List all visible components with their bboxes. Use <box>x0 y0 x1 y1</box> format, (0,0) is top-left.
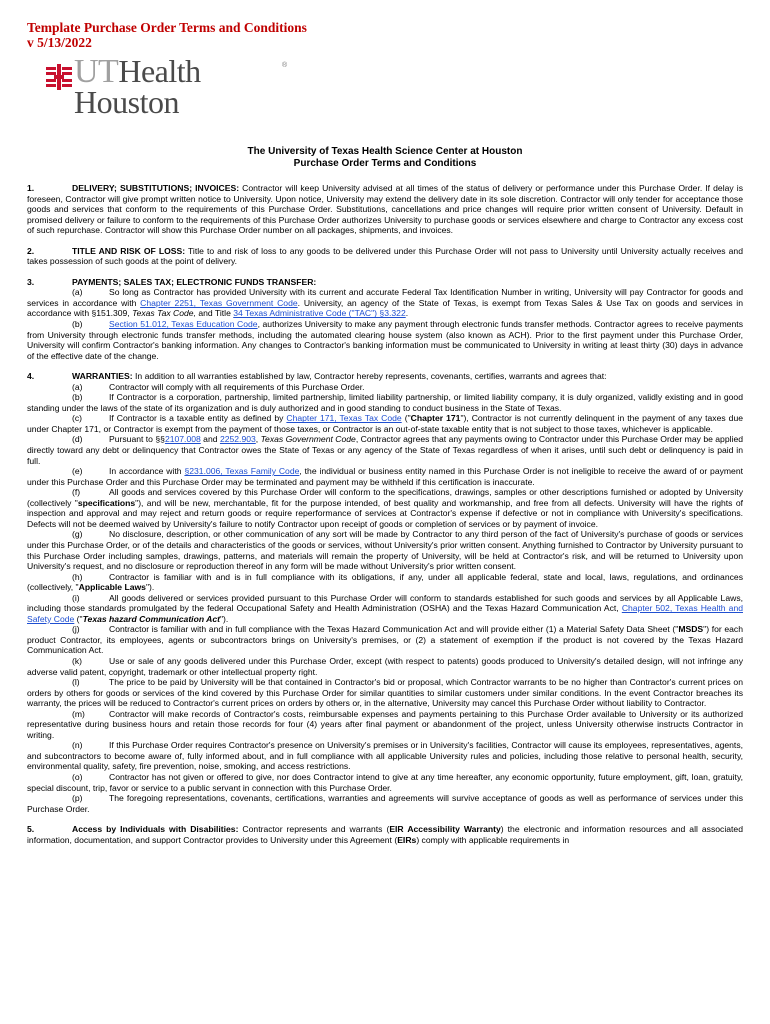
subsection-label: (j) <box>72 624 80 635</box>
subsection-4a <box>27 382 743 393</box>
link-chapter-2251[interactable]: Chapter 2251, Texas Government Code <box>140 297 298 308</box>
logo-city: Houston <box>74 84 179 120</box>
subsection-4h <box>27 572 743 593</box>
subsection-text: Use or sale of any goods delivered under this Purchase Order, except (with respect to patents) goods produced to University's detailed design, will not infringe any adverse valid patent, copyright, trademark or other intellectual property right. <box>27 655 743 677</box>
logo-ut: UT <box>74 53 119 90</box>
subsection-text: All goods delivered or services provided pursuant to this Purchase Order will conform to standards established for such goods and services by all Applicable Laws, including those standards promulgated by the federal Occupational Safety and Health Administration (OSHA) and the Texas Hazard Communication Act, <box>27 592 743 614</box>
subsection-text: , authorizes University to make any payment through electronic funds transfer methods. Contractor agrees to receive payments from University through electronic funds transfer methods, including the automated clearing house system (also known as ACH). Prior to the first payment under this Purchase Order, University will confirm Contractor's banking information. Any changes to Contractor's banking information must be communicated to University in writing at least thirty (30) days in advance of the effective date of the change. <box>27 319 743 361</box>
subsection-4d <box>27 434 743 466</box>
section-text: In addition to all warranties established by law, Contractor hereby represents, covenants, certifies, warrants and agrees that: <box>132 371 607 382</box>
subsection-text: (" <box>401 413 411 424</box>
subsection-text: Contractor has not given or offered to give, nor does Contractor intend to give at any time hereafter, any economic opportunity, future employment, gift, loan, gratuity, special discount, trip, favor or service to a public servant in connection with this Purchase Order. <box>27 771 743 793</box>
section-heading: TITLE AND RISK OF LOSS: <box>72 245 186 256</box>
subsection-4i <box>27 593 743 625</box>
defined-term: specifications <box>77 497 136 508</box>
subsection-4g <box>27 529 743 571</box>
subsection-text: "), and will be new, merchantable, fit for the purpose intended, of best quality and workmanship, and free from all defects. University will have the rights of inspection and approval and may reject and return goods or require reperformance of services at Contractor's expense if defective or not in compliance with University's specifications. Defects will not be deemed waived by University's failure to notify Contractor upon receipt of goods or completion of services or by payment of invoice. <box>27 497 743 529</box>
subsection-text: ") for each product Contractor, its employees, agents or subcontractors brings on University's premises, or (2) a statement of exemption if the product is not covered by the Texas Hazard Communication Act. <box>27 624 743 656</box>
subsection-4n <box>27 740 743 772</box>
header-title: Template Purchase Order Terms and Conditions <box>27 20 307 35</box>
section-heading: PAYMENTS; SALES TAX; ELECTRONIC FUNDS TRANSFER: <box>72 276 317 287</box>
defined-term: MSDS <box>678 624 704 635</box>
subsection-3a <box>27 287 743 319</box>
section-text: ) comply with applicable requirements in <box>416 834 570 845</box>
subsection-label: (n) <box>72 740 83 751</box>
subsection-label: (i) <box>72 592 80 603</box>
subsection-text: Contractor is familiar with and in full compliance with the Texas Hazard Communication Act and will provide either (1) a Material Safety Data Sheet (" <box>109 624 679 635</box>
logo-health: Health <box>118 53 201 89</box>
section-number: 5. <box>27 824 35 835</box>
defined-term: EIRs <box>397 834 417 845</box>
subsection-text: , the individual or business entity named in this Purchase Order is not ineligible to receive the award of or payment under this Purchase Order and this Purchase Order may be terminated and payment may be withheld if this certification is inaccurate. <box>27 466 743 487</box>
subsection-4b <box>27 392 743 413</box>
document-title <box>0 146 770 170</box>
defined-term: Texas hazard Communication Act <box>82 613 220 624</box>
logo-wordmark <box>74 53 201 120</box>
subsection-3b <box>27 319 743 361</box>
section-number: 4. <box>27 371 35 382</box>
subsection-text: If Contractor is a corporation, partnership, limited partnership, limited liability partnership, or limited liability company, it is duly organized, validly existing and in good standing under the laws of the state of its organization and is duly authorized and in good standing to conduct business in the State of Texas. <box>27 392 743 413</box>
subsection-text: All goods and services covered by this Purchase Order will conform to the specifications, drawings, samples or other descriptions furnished or adopted by University (collectively " <box>27 487 743 508</box>
section-text: ) the electronic and information resources and all associated information, documentation, and support Contractor provides to University under this Agreement ( <box>27 824 743 845</box>
subsection-text: No disclosure, description, or other communication of any sort will be made by Contractor to any third person of the fact of University's purchase of goods or services under this Purchase Order, or of the details and characteristics of the goods or services, without University's prior written consent. Anything furnished to Contractor by University pursuant to this Purchase Order including samples, drawings, patterns, and materials will remain the property of University, will be held at Contractor's risk, and will be returned to University upon University's request, and no disclosure or reproduction thereof in any form will be made without University's prior written consent. <box>27 529 743 572</box>
subsection-text: The foregoing representations, covenants, certifications, warranties and agreements will survive acceptance of goods as well as performance of services under this Purchase Order. <box>27 793 743 814</box>
subsection-text: , <box>255 434 261 445</box>
subsection-label: (b) <box>72 319 83 330</box>
subsection-text: (" <box>74 613 83 624</box>
subsection-text: If this Purchase Order requires Contractor's presence on University's premises or in University's facilities, Contractor will cause its employees, representatives, agents, and subcontractors to become aware of, fully informed about, and in full compliance with all applicable University rules and policies, including those relative to personal health, security, environmental quality, safety, fire prevention, noise, smoking, and access restrictions. <box>27 740 743 772</box>
section-text: Title to and risk of loss to any goods to be delivered under this Purchase Order will not pass to University until University actually receives and takes possession of such goods at the point of delivery. <box>27 245 743 267</box>
subsection-text-italic: Texas Government Code <box>260 434 356 445</box>
subsection-4c <box>27 413 743 434</box>
subsection-label: (k) <box>72 655 83 666</box>
defined-term: EIR Accessibility Warranty <box>389 824 501 835</box>
subsection-text: and Title <box>195 308 234 319</box>
subsection-text: In accordance with <box>109 466 185 477</box>
subsection-text-italic: Texas Tax Code, <box>132 308 196 319</box>
subsection-4e <box>27 466 743 487</box>
subsection-text: If Contractor is a taxable entity as defined by <box>109 413 287 424</box>
link-231006[interactable]: §231.006, Texas Family Code <box>184 466 300 477</box>
section-1 <box>27 183 743 236</box>
subsection-text: Pursuant to §§ <box>109 434 165 445</box>
subsection-4p <box>27 793 743 814</box>
subsection-text: "), Contractor is not currently delinquent in the payment of any taxes due under Chapter 171, or Contractor is exempt from the payment of those taxes, or Contractor is an out-of-state taxable entity that is not subject to those taxes, whichever is applicable. <box>27 413 744 434</box>
subsection-4f <box>27 487 743 529</box>
subsection-label: (l) <box>72 677 80 688</box>
subsection-4o <box>27 772 743 793</box>
subsection-label: (a) <box>72 287 83 298</box>
subsection-label: (c) <box>72 413 83 424</box>
title-institution: The University of Texas Health Science Center at Houston <box>247 146 523 157</box>
link-2107008[interactable]: 2107.008 <box>164 434 201 445</box>
subsection-label: (a) <box>72 381 83 392</box>
subsection-text: So long as Contractor has provided University with its current and accurate Federal Tax Identification Number in writing, University will pay Contractor for goods and services in accordance with <box>27 287 743 308</box>
subsection-text: , Contractor agrees that any payments owing to Contractor under this Purchase Order may be applied directly toward any debt or delinquency that Contractor owes the State of Texas or any agency of the State of Texas regardless of when it arises, until such debt or delinquency is paid in full. <box>27 434 743 466</box>
section-3 <box>27 277 743 361</box>
subsection-label: (b) <box>72 392 83 403</box>
subsection-text: The price to be paid by University will be that contained in Contractor's bid or proposal, which Contractor warrants to be no higher than Contractor's current prices on orders by others for goods or services of the kind covered by this Purchase Order for similar quantities to similar customers under similar conditions. In the event Contractor breaches its warranty, the prices will be reduced to Contractor's current prices on orders by others or, in the alternative, University may cancel this Purchase Order without liability to Contractor. <box>27 677 743 709</box>
section-text: Contractor represents and warrants ( <box>238 824 390 835</box>
section-heading: DELIVERY; SUBSTITUTIONS; INVOICES: <box>72 183 240 193</box>
section-heading: WARRANTIES: <box>72 371 133 382</box>
subsection-text: Contractor will make records of Contractor's costs, reimbursable expenses and payments pertaining to this Purchase Order available to University or its authorized representative during business hours and retain those records for four (4) years after final payment or abandonment of the project, unless University otherwise instructs Contractor in writing. <box>27 708 743 740</box>
document-header <box>27 20 307 50</box>
link-chapter-502[interactable]: Chapter 502, Texas Health and Safety Code <box>27 603 743 624</box>
header-version: v 5/13/2022 <box>27 35 92 50</box>
link-section-51012[interactable]: Section 51.012, Texas Education Code <box>109 319 258 330</box>
defined-term: Applicable Laws <box>78 582 146 593</box>
terms-body <box>27 183 743 855</box>
subsection-label: (f) <box>72 487 81 498</box>
link-2252903[interactable]: 2252.903 <box>219 434 256 445</box>
subsection-text: . University, an agency of the State of Texas, is exempt from Texas Sales & Use Tax on goods and services in accordance with §151.309, <box>27 297 743 319</box>
title-document: Purchase Order Terms and Conditions <box>293 158 477 169</box>
uthealth-logo <box>46 53 288 126</box>
section-5 <box>27 824 743 845</box>
uthealth-logo-mark-icon <box>46 64 72 90</box>
logo-registered-mark: ® <box>282 62 288 69</box>
subsection-label: (d) <box>72 434 83 445</box>
subsection-text: . <box>405 308 409 319</box>
subsection-text: Contractor is familiar with and is in full compliance with its obligations, if any, under all applicable federal, state and local, laws, regulations, and ordinances (collectively, " <box>27 571 743 593</box>
section-text: Contractor will keep University advised at all times of the status of delivery or performance under this Purchase Order. If delay is foreseen, Contractor will give prompt written notice to University. Upon notice, University may extend the delivery date in its sole discretion. Contractor will only tender for acceptance those goods and services that conform to the requirements of this Purchase Order. Substitutions, cancellations and price changes will require prior written consent of University. Default in promised delivery or failure to conform to the requirements of this Purchase Order authorizes University to purchase goods or services elsewhere and charge to Contractor any excess cost of such repurchase. Contractor will show this Purchase Order number on all packages, shipments, and invoices. <box>27 183 743 236</box>
section-number: 2. <box>27 245 35 256</box>
subsection-text: "). <box>219 613 229 624</box>
subsection-text: "). <box>145 582 155 593</box>
link-chapter-171[interactable]: Chapter 171, Texas Tax Code <box>286 413 402 424</box>
subsection-text: and <box>200 434 220 445</box>
subsection-label: (o) <box>72 771 83 782</box>
section-number: 3. <box>27 276 35 287</box>
subsection-text: Contractor will comply with all requirements of this Purchase Order. <box>109 381 365 392</box>
subsection-4m <box>27 709 743 741</box>
subsection-label: (g) <box>72 529 83 540</box>
subsection-4k <box>27 656 743 677</box>
section-2 <box>27 246 743 267</box>
subsection-4j <box>27 624 743 656</box>
defined-term: Chapter 171 <box>410 413 461 424</box>
subsection-label: (h) <box>72 571 83 582</box>
link-34-tac-3322[interactable]: 34 Texas Administrative Code ("TAC") §3.322 <box>233 308 406 319</box>
subsection-label: (m) <box>72 708 85 719</box>
section-heading: Access by Individuals with Disabilities: <box>72 824 239 835</box>
subsection-label: (e) <box>72 466 83 477</box>
section-number: 1. <box>27 183 35 193</box>
section-4 <box>27 371 743 814</box>
subsection-label: (p) <box>72 793 83 804</box>
subsection-4l <box>27 677 743 709</box>
